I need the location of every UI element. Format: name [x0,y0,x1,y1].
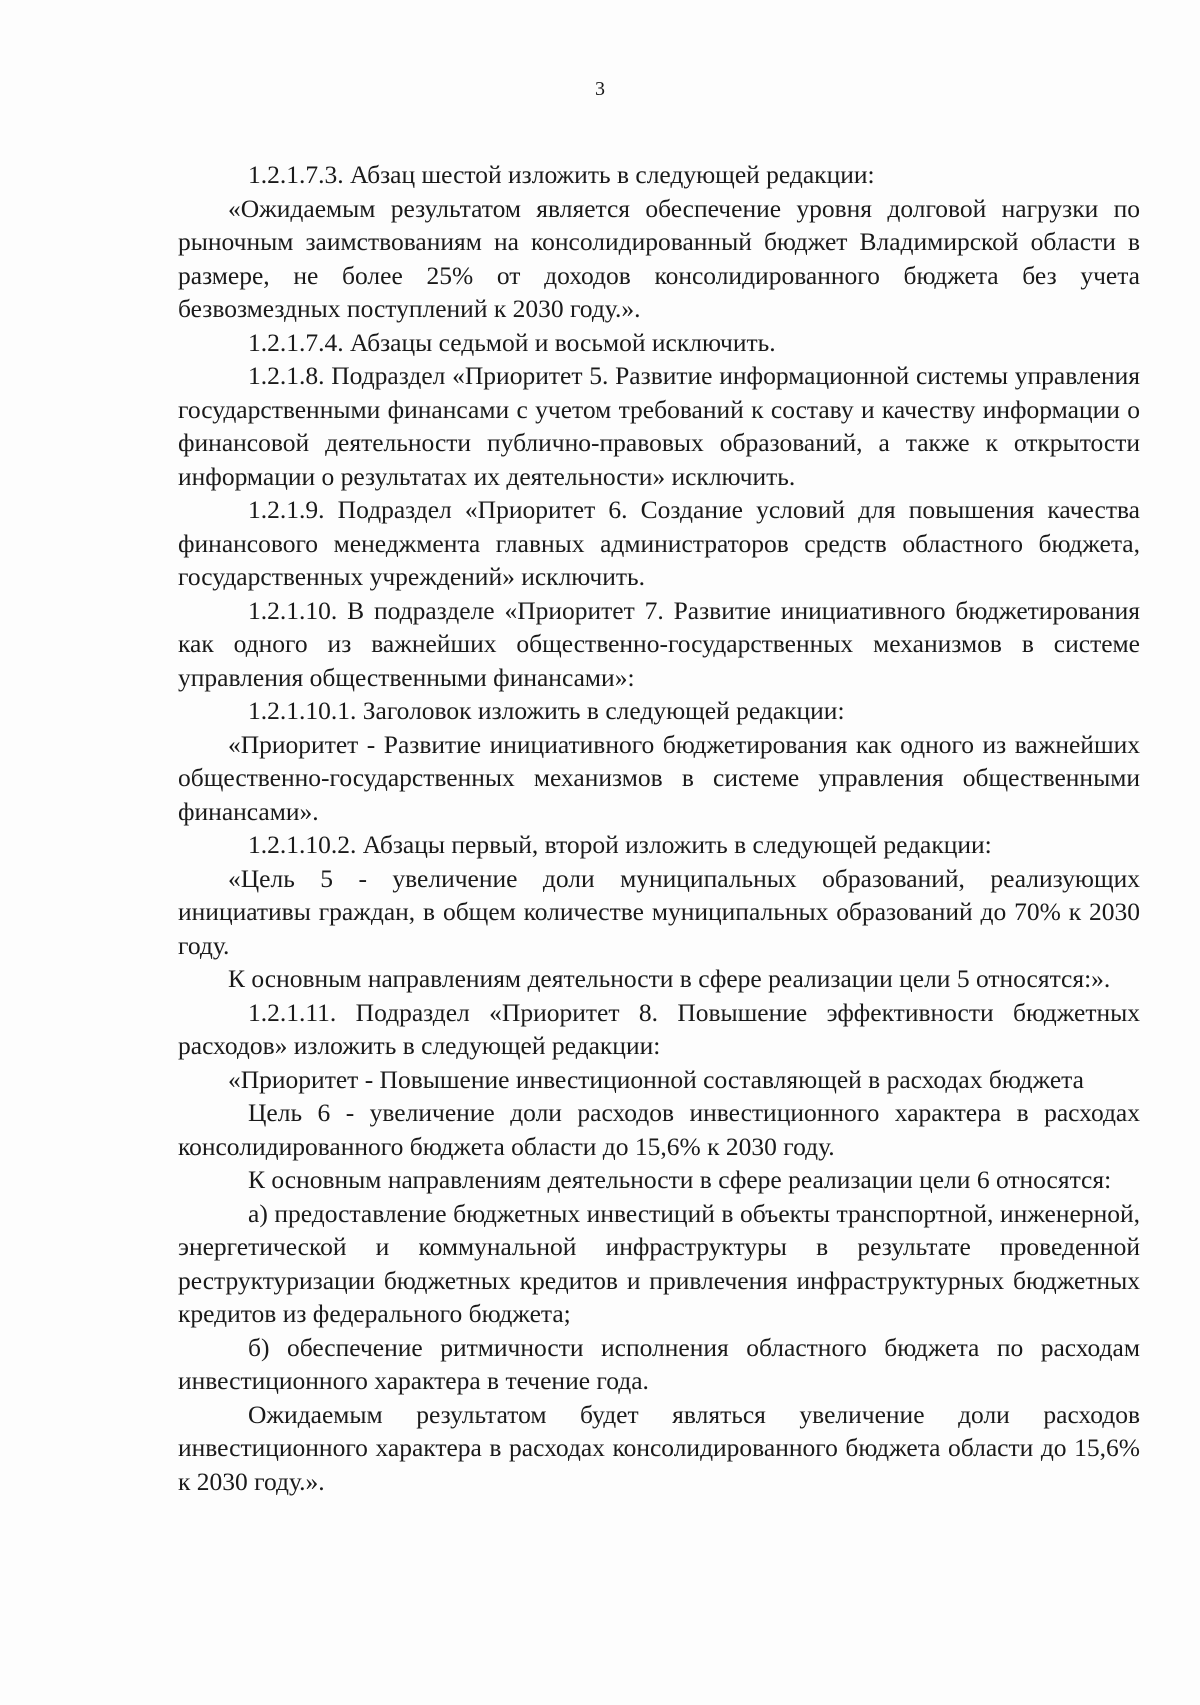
paragraph-expected-result-debt: «Ожидаемым результатом является обеспечение уровня долговой нагрузки по рыночным заимствованиям на консолидированный бюджет Владимирской области в размере, не более 25% от доходов консолидированного бюджета без учета безвозмездных поступлений к 2030 году.». [178,193,1140,323]
paragraph-1-2-1-10-2: 1.2.1.10.2. Абзацы первый, второй изложить в следующей редакции: [248,830,992,859]
paragraph-1-2-1-7-4: 1.2.1.7.4. Абзацы седьмой и восьмой исключить. [248,327,776,357]
paragraph-priority-initiative-budgeting: «Приоритет - Развитие инициативного бюджетирования как одного из важнейших общественно-государственных механизмов в системе управления общественными финансами». [178,729,1140,826]
paragraph-goal-5: «Цель 5 - увеличение доли муниципальных образований, реализующих инициативы граждан, в общем количестве муниципальных образований до 70% к 2030 году. [178,863,1140,960]
paragraph-goal-6-directions: К основным направлениям деятельности в сфере реализации цели 6 относятся: [248,1165,1112,1194]
page-number: 3 [595,78,605,100]
paragraph-1-2-1-10-1: 1.2.1.10.1. Заголовок изложить в следующей редакции: [248,696,845,725]
paragraph-1-2-1-7-3: 1.2.1.7.3. Абзац шестой изложить в следующей редакции: [248,160,875,189]
document-body [178,158,1140,1498]
paragraph-expected-result-investment: Ожидаемым результатом будет являться увеличение доли расходов инвестиционного характера в расходах консолидированного бюджета области до 15,6% к 2030 году.». [178,1399,1140,1496]
paragraph-1-2-1-11: 1.2.1.11. Подраздел «Приоритет 8. Повышение эффективности бюджетных расходов» изложить в следующей редакции: [178,997,1140,1060]
paragraph-item-a: а) предоставление бюджетных инвестиций в объекты транспортной, инженерной, энергетической и коммунальной инфраструктуры в результате проведенной реструктуризации бюджетных кредитов и привлечения инфраструктурных бюджетных кредитов из федерального бюджета; [178,1198,1140,1328]
paragraph-item-b: б) обеспечение ритмичности исполнения областного бюджета по расходам инвестиционного характера в течение года. [178,1332,1140,1395]
paragraph-1-2-1-9: 1.2.1.9. Подраздел «Приоритет 6. Создание условий для повышения качества финансового менеджмента главных администраторов средств областного бюджета, государственных учреждений» исключить. [178,495,1140,591]
paragraph-1-2-1-10: 1.2.1.10. В подразделе «Приоритет 7. Развитие инициативного бюджетирования как одного из важнейших общественно-государственных механизмов в системе управления общественными финансами»: [178,595,1140,692]
paragraph-goal-5-directions: К основным направлениям деятельности в сфере реализации цели 5 относятся:». [228,964,1111,993]
paragraph-1-2-1-8: 1.2.1.8. Подраздел «Приоритет 5. Развитие информационной системы управления государственными финансами с учетом требований к составу и качеству информации о финансовой деятельности публично-правовых образований, а также к открытости информации о результатах их деятельности» исключить. [178,361,1140,491]
paragraph-goal-6: Цель 6 - увеличение доли расходов инвестиционного характера в расходах консолидированного бюджета области до 15,6% к 2030 году. [178,1098,1140,1161]
paragraph-priority-investment: «Приоритет - Повышение инвестиционной составляющей в расходах бюджета [228,1064,1084,1094]
